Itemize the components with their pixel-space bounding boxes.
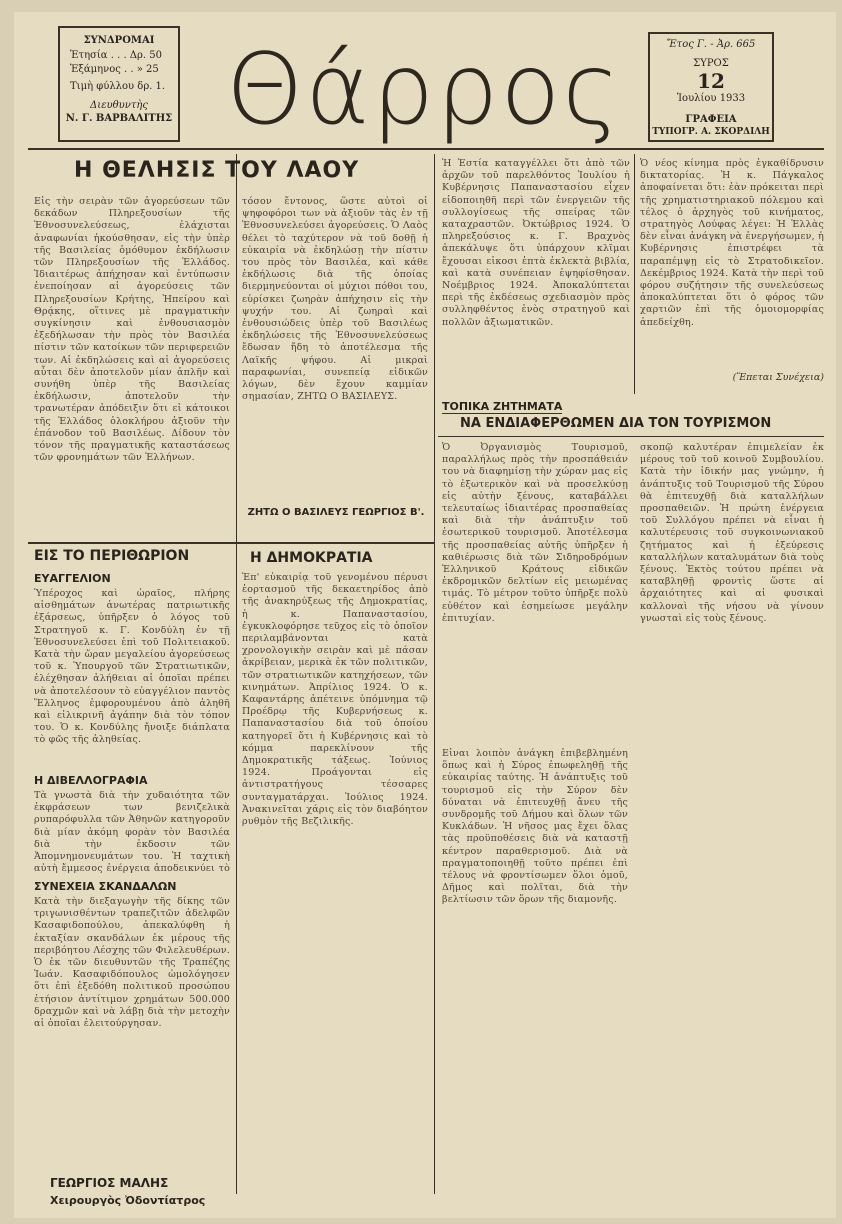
lead-article-text: Εἰς τὴν σειρὰν τῶν ἀγορεύσεων τῶν δεκάδων Πληρεξουσίων τῆς Ἐθνοσυνελεύσεως, ἐλάχισται ἀναφωνίαι ἠκούσθησαν, εἰς τὴν ὑπὲρ τῆς Βασιλείας ὁμόθυμον ἐκδήλωσιν τῶν Πληρεξουσίων τῆς Ἑλλάδος. Ἰδιαιτέρως ἀπήχησαν καὶ ἐντύπωσιν ἐνεποίησαν αἱ ἀγορεύσεις τῶν Πληρεξουσίων Κρήτης, Ἠπείρου καὶ Θρᾴκης, οἵτινες μὲ πραγματικὴν συγκίνησιν καὶ ἐνθουσιασμὸν ἐξεδήλωσαν τὴν πρὸς τὸν Βασιλέα πίστιν τῶν κατοίκων τῶν περιφερειῶν των. Αἱ ἐκδηλώσεις καὶ αἱ ἀγορεύσεις αὗται δὲν ἀποτελοῦν μίαν ἁπλῆν καὶ συνήθη ὑπὲρ τῆς Βασιλείας ἐκδήλωσιν, ἀποτελοῦν τὴν τρανωτέραν ἀπόδειξιν ὅτι εἰ κάτοικοι τῆς Ἑλλάδος ὁλοκλήρου ἀξιοῦν τὴν ἐπάνοδον τοῦ Βασιλέως. Δίδουν τὸν τόνον τῆς πραγματικῆς καταστάσεως τῶν φρονημάτων τῶν Ἑλλήνων. bbox=[34, 196, 230, 464]
director-name: Ν. Γ. ΒΑΡΒΑΛΙΤΗΣ bbox=[65, 113, 173, 124]
footer-ad-job: Χειρουργὸς Ὀδοντίατρος bbox=[50, 1194, 206, 1207]
tourism-rule bbox=[438, 436, 824, 437]
democracy-text: Ἐπ' εὐκαιρίᾳ τοῦ γενομένου πέρυσι ἑορτασμοῦ τῆς δεκαετηρίδος ἀπὸ τῆς ἀνακηρύξεως τῆς Δημοκρατίας, ἡ κ. Παπαναστασίου, ἐγκυκλοφόρησε τεῦχος εἰς τὸ ὁποῖον περιλαμβάνονται κατὰ χρονολογικὴν σειρὰν καὶ μὲ πάσαν ἀκρίβειαν, μερικὰ ἐκ τῶν πολιτικῶν, τῶν στρατιωτικῶν κατηχήσεων, τῶν κινημάτων. Ἀπρίλιος 1924. Ὁ κ. Καφαντάρης ἀπέτεινε ὑπόμνημα τῷ Προέδρῳ τῆς Κυβερνήσεως κ. Παπαναστασίου διὰ τοῦ ὁποίου κατηγορεῖ ὅτι ἡ Κυβέρνησις καὶ τὸ κόμμα παρεκλίνουν τῆς Δημοκρατικῆς τάξεως. Ἰούνιος 1924. Προάγονται εἰς ἀντιστρατήγους τέσσαρες συνταγματάρχαι. Ἰούλιος 1924. Ἀνακινεῖται χάρις εἰς τὸν διαβόητον ρυθμὸν τῆς Βεζιλικῆς. bbox=[242, 572, 428, 828]
issue-box bbox=[648, 32, 774, 142]
subscription-semester: Ἑξάμηνος . . » 25 bbox=[70, 64, 159, 75]
footer-ad-name: ΓΕΩΡΓΙΟΣ ΜΑΛΗΣ bbox=[50, 1176, 169, 1190]
issue-day: 12 bbox=[697, 69, 725, 93]
subscription-box bbox=[58, 26, 180, 142]
lead-close: ΖΗΤΩ Ο ΒΑΣΙΛΕΥΣ ΓΕΩΡΓΙΟΣ Β'. bbox=[247, 507, 425, 518]
lower-rule-left bbox=[28, 542, 434, 544]
column-three-text: Ἡ Ἑστία καταγγέλλει ὅτι ἀπὸ τῶν ἀρχῶν τοῦ παρελθόντος Ἰουλίου ἡ Κυβέρνησις Παπαναστασίου εἶχεν εἰδοποιηθῆ περὶ τῶν ἐνεργειῶν τῆς συλλογίσεως τῆς σπείρας τῶν καταχραστῶν. Ὀκτώβριος 1924. Ὁ πληρεξούσιος κ. Γ. Βραχνὸς ἀπεκάλυψε ὅτι ὑπάρχουν κλῖμαι ἔχουσαι εἰκοσι ἑπτὰ ἐκλεκτὰ βιβλία, καὶ κατὰ συνέπειαν ἐψηφίσθησαν. Νοέμβριος 1924. Ἀποκαλύπτεται περὶ τῆς ἐκδέσεως σχεδιασμὸν πρὸς συλληφθέντος ἑνὸς στρατηγοῦ καὶ πολλῶν ἀξιωματικῶν. bbox=[442, 158, 630, 328]
single-price: Τιμὴ φύλλου δρ. 1. bbox=[70, 81, 166, 92]
subscription-heading: ΣΥΝΔΡΟΜΑΙ bbox=[83, 35, 155, 46]
column-rule-3 bbox=[634, 154, 635, 394]
column-four-text: Ὁ νέος κίνημα πρὸς ἐγκαθίδρυσιν δικτατορίας. Ἡ κ. Πάγκαλος ἀποφαίνεται ὅτι: ἐὰν πρόκειται περὶ τῆς χρηματιστηριακοῦ πόλεμου καὶ τέλος ὁ ἀρχηγὸς τοῦ κινήματος, στρατηγὸς Λούφας λέγει: Ἡ Ἑλλὰς δὲν εἶναι ἀνάγκη νὰ ἐνεργήσωμεν, ἡ Κυβέρνησις ἐπιστρέφει τὰ παραπέμψῃ εἰς τὸ Στρατοδικεῖον. Δεκέμβριος 1924. Κατὰ τὴν περὶ τοῦ φόρου συζήτησιν τῆς συνελεύσεως ἀποκαλύπτεται ὅτι ὁ φόρος τῶν χαρτιῶν ἐπὶ τῆς ὁμοιομορφίας ἀπεδείχθη. bbox=[640, 158, 824, 328]
subscription-annual: Ἐτησία . . . Δρ. 50 bbox=[70, 50, 162, 61]
libel-text: Τὰ γνωστὰ διὰ τὴν χυδαιότητα τῶν ἐκφράσεων των βενιζελικὰ ρυπαρόφυλλα τῶν Ἀθηνῶν κατηγοροῦν διὰ μίαν ἀκόμη φορὰν τὸν Βασιλέα διὰ τὴν ἐκδοσιν τῶν Ἀπομνημονευμάτων του. Ἡ ταχτικὴ αὐτὴ ἔμμεσος ἐνέργεια ἀποδεικνύει τὸ bbox=[34, 790, 230, 874]
column-rule-2 bbox=[434, 154, 435, 1194]
column-rule-1 bbox=[236, 154, 237, 1194]
local-issues-label: ΤΟΠΙΚΑ ΖΗΤΗΜΑΤΑ bbox=[442, 400, 563, 413]
office-label: ΓΡΑΦΕΙΑ bbox=[685, 114, 737, 125]
masthead-rule bbox=[28, 148, 824, 150]
lead-headline: Η ΘΕΛΗΣΙΣ ΤΟΥ ΛΑΟΥ bbox=[74, 158, 360, 183]
printer-name: ΤΥΠΟΓΡ. Α. ΣΚΟΡΔΙΛΗ bbox=[652, 127, 770, 137]
continued-note: (Ἕπεται Συνέχεια) bbox=[732, 372, 824, 383]
democracy-headline: Η ΔΗΜΟΚΡΑΤΙΑ bbox=[250, 550, 373, 566]
lead-article-continued: τόσον ἔντονος, ὥστε αὐτοὶ οἱ ψηφοφόροι των νὰ ἀξιοῦν τὰς ἐν τῇ Ἐθνοσυνελεύσει ἀγορεύσεις. Ὁ Λαὸς θέλει τὸ ταχύτερον νὰ τοῦ δοθῇ ἡ εὐκαιρία νὰ ἐκδηλώσῃ τὴν πίστιν του πρὸς τὸν Βασιλέα, καὶ κάθε ἐκδήλωσις διὰ τῆς ὁποίας διερμηνεύονται οἱ μύχιοι πόθοι του, εὑρίσκει ζωηρὰν ἀπήχησιν εἰς τὴν ψυχήν του. Αἱ ζωηραὶ καὶ ἐνθουσιώδεις ὑπὲρ τοῦ Βασιλέως ἐκδηλώσεις τῆς Ἐθνοσυνελεύσεως ἔδωσαν ἤδη τὸ ἀποτέλεσμα τῆς Λαϊκῆς ψήφου. Αἱ μικραὶ παραφωνίαι, συνεπείᾳ εἰδικῶν λόγων, δὲν ἔχουν καμμίαν σημασίαν, ΖΗΤΩ Ο ΒΑΣΙΛΕΥΣ. bbox=[242, 196, 428, 403]
libel-headline: Η ΔΙΒΕΛΛΟΓΡΑΦΙΑ bbox=[34, 774, 148, 787]
tourism-headline: ΝΑ ΕΝΔΙΑΦΕΡΘΩΜΕΝ ΔΙΑ ΤΟΝ ΤΟΥΡΙΣΜΟΝ bbox=[460, 416, 772, 431]
newspaper-page bbox=[14, 12, 836, 1218]
tourism-text: Ὁ Ὀργανισμὸς Τουρισμοῦ, παραλλήλως πρὸς τὴν προσπάθειάν του νὰ διαφημίσῃ τὴν χώραν μας εἰς τὸ ἐξωτερικὸν καὶ νὰ προσελκύσῃ εἰς αὐτὴν ξένους, καταβάλλει τελευταίως ἰδιαιτέρας προσπαθείας καὶ διὰ τὴν ἀνάπτυξιν τοῦ ἐσωτερικοῦ τουρισμοῦ. Ἀποτέλεσμα τῆς προσπαθείας αὐτῆς ὑπῆρξεν ἡ καθιέρωσις διὰ τῶν Σιδηροδρόμων Ἑλληνικοῦ Κράτους εἰδικῶν ἐκδρομικῶν δελτίων εἰς μειωμένας τιμάς. Τὸ μέτρον τοῦτο ὑπῆρξε πολὺ εὐθέτον καὶ ἐσημείωσε μεγάλην ἐπιτυχίαν. bbox=[442, 442, 628, 624]
newspaper-title: Θάρρος bbox=[226, 33, 622, 147]
scandals-text: Κατὰ τὴν διεξαγωγὴν τῆς δίκης τῶν τριγωνισθέντων τραπεζιτῶν ἀδελφῶν Κασαφιδοπούλου, ἀπεκαλύφθη ἡ ἐκταξίαν σκανδάλων ἐκ μέρους τῆς περιβόητου Λέσχης τῶν Φιλελευθέρων. Ὁ ἐκ τῶν διευθυντῶν τῆς Τραπέζης Ἰωάν. Κασαφιδόπουλος ὡμολόγησεν ὅτι ἐπὶ ἐξεδόθη πολιτικοῦ προσώπου ἐτήσιον ἀντίτιμον χρημάτων 500.000 δραχμῶν καὶ νὰ λάβῃ διὰ τὴν μετοχὴν αἱ ὁποῖαι ἐλειτούργησαν. bbox=[34, 896, 230, 1030]
issue-volume: Ἔτος Γ. - Ἀρ. 665 bbox=[666, 39, 756, 50]
scandals-headline: ΣΥΝΕΧΕΙΑ ΣΚΑΝΔΑΛΩΝ bbox=[34, 880, 177, 893]
margin-headline: ΕΙΣ ΤΟ ΠΕΡΙΘΩΡΙΟΝ bbox=[34, 548, 190, 564]
tourism-text-continued: Εἶναι λοιπὸν ἀνάγκη ἐπιβεβλημένη ὅπως καὶ ἡ Σύρος ἐπωφεληθῇ τῆς εὐκαιρίας ταύτης. Ἡ ἀνάπτυξις τοῦ τουρισμοῦ εἰς τὴν Σύρον δὲν δύναται νὰ ἐπιτευχθῇ ἄνευ τῆς συνδρομῆς τοῦ Δήμου καὶ ὅλων τῶν Κυκλάδων. Ἡ νῆσος μας ἔχει ὅλας τὰς προϋποθέσεις διὰ νὰ καταστῇ κέντρον παραθερισμοῦ. Διὰ νὰ πραγματοποιηθῇ τοῦτο πρέπει ἐπὶ τέλους νὰ φροντίσωμεν ὅλοι ὁμοῦ, Δῆμος καὶ πολῖται, διὰ τὴν βελτίωσιν τῶν ὅρων τῆς διαμονῆς. bbox=[442, 748, 628, 906]
issue-date: Ἰουλίου 1933 bbox=[676, 93, 746, 104]
issue-city: ΣΥΡΟΣ bbox=[693, 58, 729, 69]
gospel-headline: ΕΥΑΓΓΕΛΙΟΝ bbox=[34, 572, 111, 585]
gospel-text: Ὑπέροχος καὶ ὡραῖος, πλήρης αἰσθημάτων ἀνωτέρας πατριωτικῆς ἐξάρσεως, ὑπῆρξεν ὁ λόγος τοῦ Στρατηγοῦ κ. Γ. Κονδύλη ἐν τῇ Ἐθνοσυνελεύσει ἐπὶ τοῦ Πολιτειακοῦ. Κατὰ τὴν ὥραν μεγαλείου ἀγορεύσεως τοῦ κ. Ὑπουργοῦ τῶν Στρατιωτικῶν, ἐλέχθησαν ἀλήθειαι αἱ ὁποῖαι πρέπει νὰ ἀποτελέσουν τὸ εὐαγγέλιον παντὸς Ἕλληνος ἐμφορουμένου ἀπὸ ἀληθῆ καὶ εἰλικρινῆ ἀγάπην διὰ τὸν τόπον του. Ὁ κ. Κονδύλης ἤνοιξε διάπλατα τὸ φῶς τῆς ἀληθείας. bbox=[34, 588, 230, 746]
director-label: Διευθυντὴς bbox=[90, 100, 148, 111]
tourism-text-right: σκοπῷ καλυτέραν ἐπιμελείαν ἐκ μέρους τοῦ τοῦ κοινοῦ Συμβουλίου. Κατὰ τὴν ἰδικήν μας γνώμην, ἡ ἀνάπτυξις τοῦ Τουρισμοῦ τῆς Σύρου θὰ ἐπιτευχθῇ διὰ καταλλήλων προσπαθειῶν. Ἡ πρώτη ἐνέργεια τοῦ Συλλόγου πρέπει νὰ εἶναι ἡ καλυτέρευσις τοῦ συγκοινωνιακοῦ ζητήματος καὶ ἡ ἐξεύρεσις καταλλήλων καταλυμάτων διὰ τοὺς ξένους. Ἐκτὸς τούτου πρέπει νὰ καταβληθῇ φροντὶς ὥστε αἱ ἀρχαιότητες καὶ αἱ φυσικαὶ καλλοναὶ τῆς νήσου νὰ γίνουν γνωσταὶ εἰς τοὺς ξένους. bbox=[640, 442, 824, 624]
